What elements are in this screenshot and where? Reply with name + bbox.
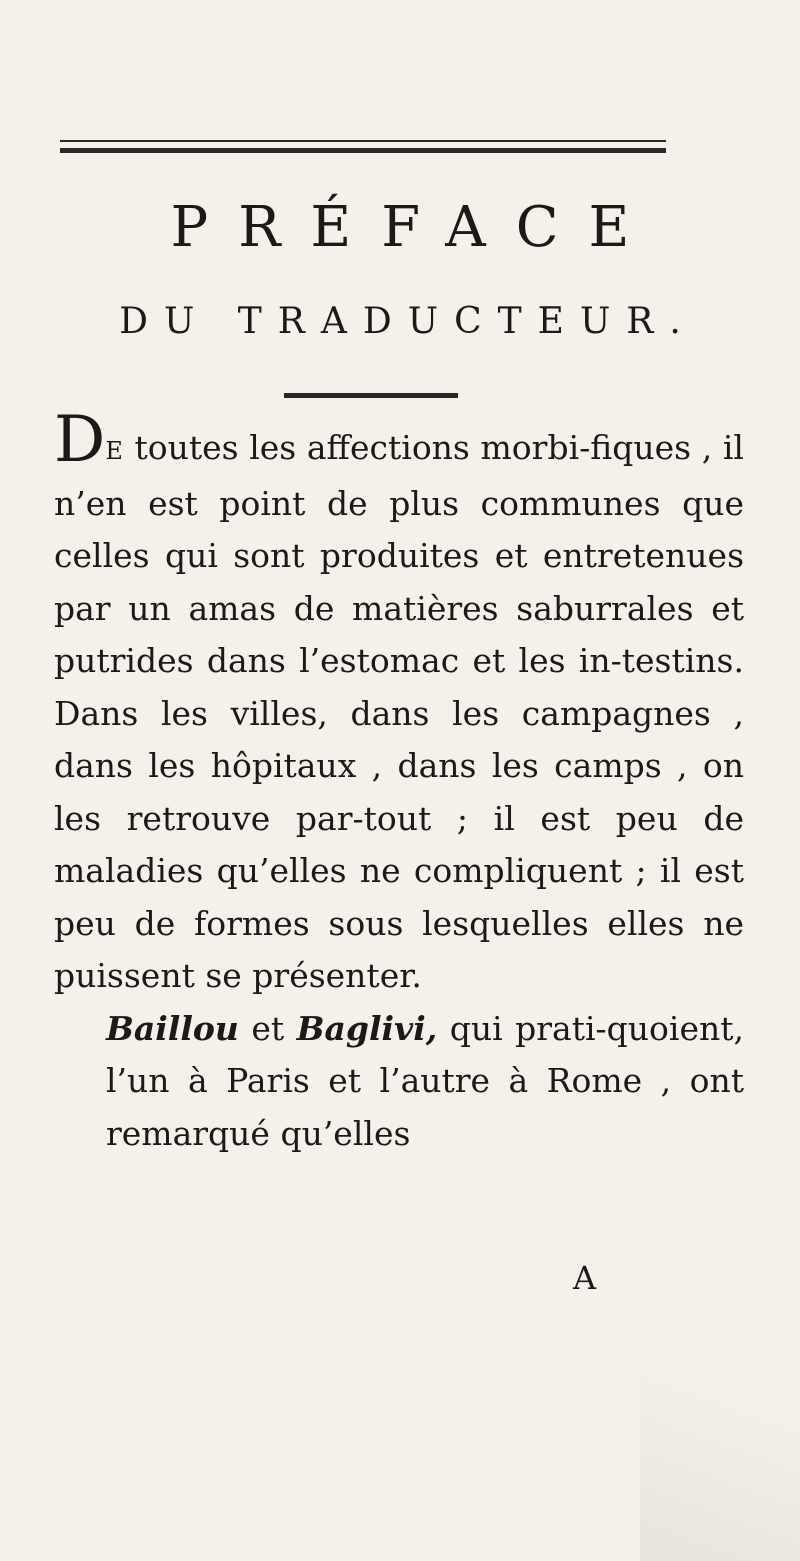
paragraph-2-text: qui prati-quoient, l’un à Paris et l’autre à Rome , ont remarqué qu’elles — [106, 1008, 744, 1153]
section-divider-rule — [284, 393, 458, 398]
header-double-rule — [60, 140, 666, 156]
paragraph-1-text: toutes les affections morbi-fiques , il n’en est point de plus communes que celles qui sont produites et entretenues par un amas de matières saburrales et putrides dans l’estomac et les in-testins. Dans les villes, dans les campagnes , dans les hôpitaux , dans les camps , on les retrouve par-tout ; il est peu de maladies qu’elles ne compliquent ; il est peu de formes sous lesquelles elles ne puissent se présenter. — [54, 428, 744, 995]
rule-thin-line — [60, 140, 666, 142]
paper-stain — [640, 1261, 800, 1561]
author-name-baillou: Baillou — [106, 1008, 239, 1048]
drop-cap: D — [54, 403, 106, 477]
catchword-signature: A — [573, 1259, 597, 1297]
paragraph-1 — [54, 403, 744, 1003]
author-name-baglivi: Baglivi, — [296, 1008, 438, 1048]
page-title: PRÉFACE — [170, 195, 660, 260]
body-text — [54, 403, 744, 1160]
small-caps-letter: E — [105, 437, 124, 465]
paragraph-2 — [54, 1003, 744, 1161]
conjunction-text: et — [238, 1008, 297, 1048]
rule-thick-line — [60, 148, 666, 153]
page-subtitle: DU TRADUCTEUR. — [119, 301, 697, 342]
